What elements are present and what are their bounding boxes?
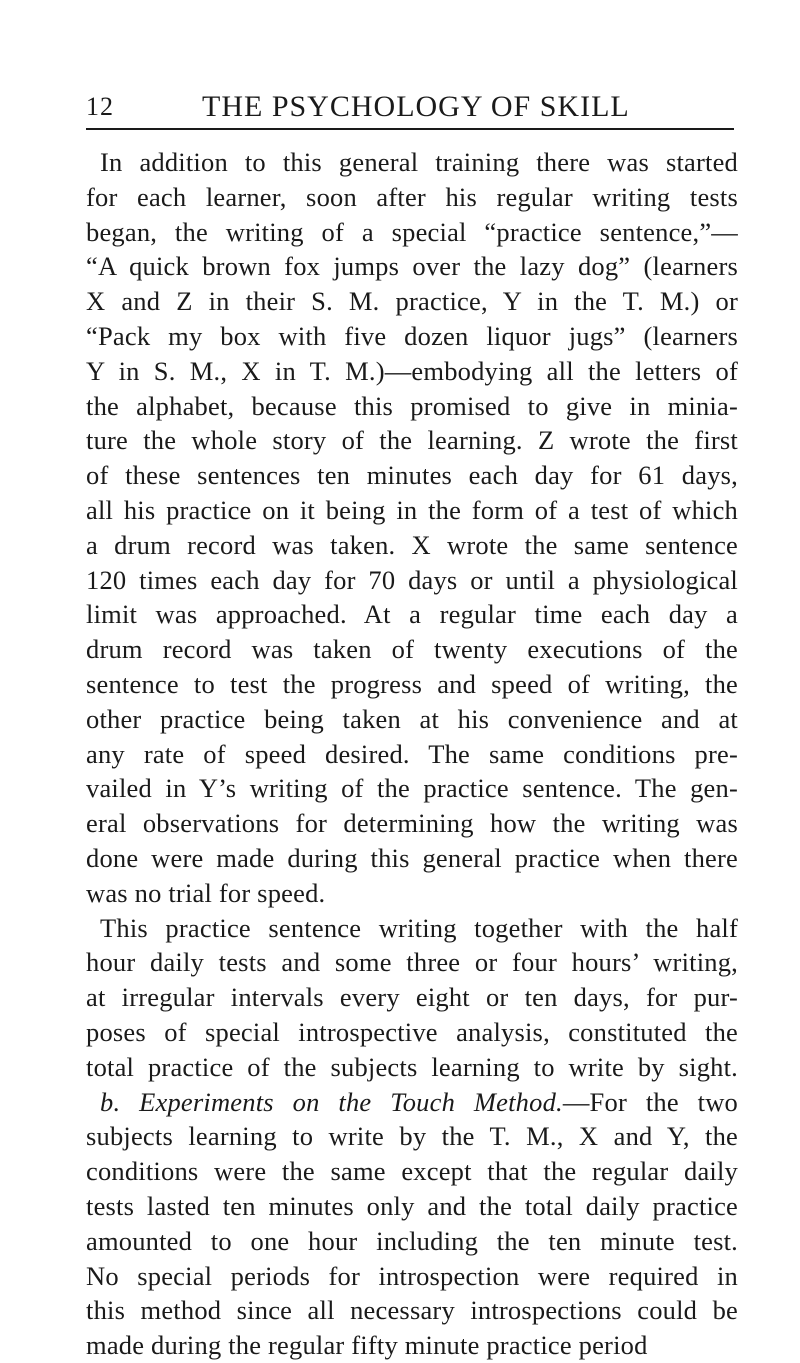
text-line: Y in S. M., X in T. M.)—embodying all the letters of bbox=[86, 355, 738, 386]
section-heading: b. Experiments on the Touch Method. bbox=[100, 1086, 563, 1117]
text-line: poses of special introspective analysis, constituted the bbox=[86, 1016, 738, 1047]
text-line: was no trial for speed. bbox=[86, 877, 326, 908]
text-line: limit was approached. At a regular time each day a bbox=[86, 599, 738, 630]
text-line-with-heading bbox=[86, 1085, 738, 1120]
body-text bbox=[86, 145, 738, 1363]
text-line: vailed in Y’s writing of the practice sentence. The gen- bbox=[86, 773, 738, 804]
text-line: sentence to test the progress and speed of writing, the bbox=[86, 668, 738, 699]
running-title: THE PSYCHOLOGY OF SKILL bbox=[202, 90, 630, 123]
text-line: conditions were the same except that the regular daily bbox=[86, 1156, 738, 1187]
text-line: 120 times each day for 70 days or until a physiological bbox=[86, 564, 738, 595]
text-line: tests lasted ten minutes only and the total daily practice bbox=[86, 1190, 738, 1221]
text-line: this method since all necessary introspections could be bbox=[86, 1295, 738, 1326]
text-line: ture the whole story of the learning. Z wrote the first bbox=[86, 425, 738, 456]
text-line: began, the writing of a special “practice sentence,”— bbox=[86, 216, 738, 247]
text-line: This practice sentence writing together with the half bbox=[100, 912, 738, 943]
text-line: other practice being taken at his convenience and at bbox=[86, 703, 738, 734]
text-line: any rate of speed desired. The same conditions pre- bbox=[86, 738, 738, 769]
text-line: of these sentences ten minutes each day for 61 days, bbox=[86, 460, 738, 491]
text-line: total practice of the subjects learning to write by sight. bbox=[86, 1051, 738, 1082]
text-line: In addition to this general training there was started bbox=[100, 147, 738, 177]
text-line: “Pack my box with five dozen liquor jugs” (learners bbox=[86, 320, 738, 351]
text-line: made during the regular fifty minute practice period bbox=[86, 1330, 648, 1361]
text-line: No special periods for introspection were required in bbox=[86, 1260, 738, 1291]
page-header bbox=[86, 92, 734, 130]
text-line: done were made during this general practice when there bbox=[86, 842, 738, 873]
text-line: subjects learning to write by the T. M., X and Y, the bbox=[86, 1121, 738, 1152]
text-line: “A quick brown fox jumps over the lazy dog” (learners bbox=[86, 251, 738, 282]
text-line: the alphabet, because this promised to give in minia- bbox=[86, 390, 738, 421]
text-line: amounted to one hour including the ten minute test. bbox=[86, 1225, 738, 1256]
text-line: X and Z in their S. M. practice, Y in the T. M.) or bbox=[86, 286, 738, 317]
page-number: 12 bbox=[86, 92, 114, 121]
text-line: —For the two bbox=[562, 1086, 738, 1117]
text-line: a drum record was taken. X wrote the same sentence bbox=[86, 529, 738, 560]
text-line: hour daily tests and some three or four hours’ writing, bbox=[86, 947, 738, 978]
text-line: drum record was taken of twenty executions of the bbox=[86, 634, 738, 665]
text-line: all his practice on it being in the form of a test of which bbox=[86, 494, 738, 525]
text-line: eral observations for determining how the writing was bbox=[86, 808, 738, 839]
text-line: at irregular intervals every eight or ten days, for pur- bbox=[86, 982, 738, 1013]
text-line: for each learner, soon after his regular writing tests bbox=[86, 181, 738, 212]
